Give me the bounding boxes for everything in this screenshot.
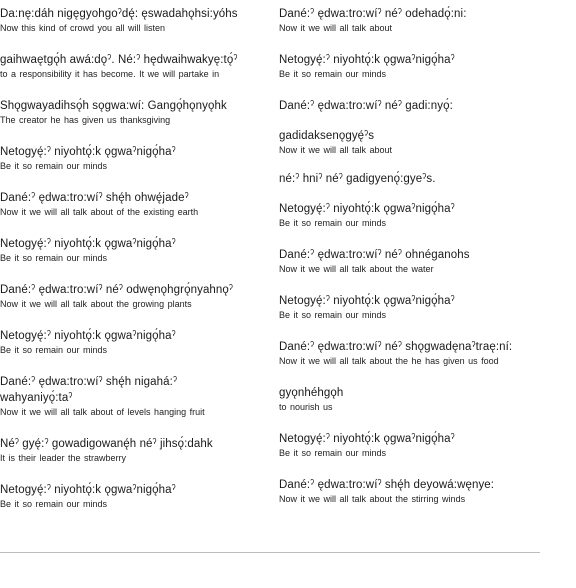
gloss-line: Be it so remain our minds bbox=[0, 253, 108, 263]
language-line: Netogyę́:ˀ niyohtǫ́:k ǫgwaˀnigǫ́haˀ bbox=[279, 295, 455, 307]
language-line: Netogyę́:ˀ niyohtǫ́:k ǫgwaˀnigǫ́haˀ bbox=[0, 330, 176, 342]
gloss-line: Be it so remain our minds bbox=[0, 499, 108, 509]
gloss-line: Now it we will all talk about of the existing earth bbox=[0, 207, 199, 217]
verse-block bbox=[0, 52, 270, 81]
gloss-line: The creator he has given us thanksgiving bbox=[0, 115, 171, 125]
language-line: Néˀ gyę́:ˀ gowadigowanę́h néˀ jihsǫ́:dahk bbox=[0, 438, 213, 450]
language-line: Dané:ˀ ędwa:tro:wíˀ néˀ ohnéganohs bbox=[279, 249, 470, 261]
verse-block bbox=[279, 293, 569, 322]
verse-block bbox=[0, 282, 270, 311]
language-line: Dané:ˀ ędwa:tro:wíˀ shę́h deyowá:węnye: bbox=[279, 479, 495, 491]
language-line: Netogyę́:ˀ niyohtǫ́:k ǫgwaˀnigǫ́haˀ bbox=[279, 54, 455, 66]
language-line: wahyaniyǫ́:taˀ bbox=[0, 392, 73, 404]
verse-block bbox=[0, 190, 270, 219]
gloss-line: Now it we will all talk about the stirring winds bbox=[279, 494, 466, 504]
gloss-line: Now it we will all talk about of levels hanging fruit bbox=[0, 407, 205, 417]
gloss-line: Be it so remain our minds bbox=[279, 310, 387, 320]
gloss-line: Now it we will all talk about the growing plants bbox=[0, 299, 192, 309]
gloss-line: Be it so remain our minds bbox=[279, 218, 387, 228]
language-line: Netogyę́:ˀ niyohtǫ́:k ǫgwaˀnigǫ́haˀ bbox=[0, 484, 176, 496]
verse-block bbox=[279, 431, 569, 460]
gloss-line: Be it so remain our minds bbox=[0, 345, 108, 355]
language-line: gadidaksenǫgyę́ˀs bbox=[279, 130, 375, 142]
language-line: Netogyę́:ˀ niyohtǫ́:k ǫgwaˀnigǫ́haˀ bbox=[279, 433, 455, 445]
gloss-line: It is their leader the strawberry bbox=[0, 453, 127, 463]
language-line: gaihwaętgǫ́h awá:dǫˀ. Né:ˀ hędwaihwakyę:tǫ́ˀ bbox=[0, 54, 238, 66]
verse-block bbox=[0, 482, 270, 511]
gloss-line: to a responsibility it has become. It we will partake in bbox=[0, 69, 220, 79]
language-line: gyǫnhéhgǫh bbox=[279, 387, 344, 399]
gloss-line: Now this kind of crowd you all will listen bbox=[0, 23, 166, 33]
language-line: Da:nę:dáh nigęgyohgoˀdę́: ęswadahǫhsi:yóhs bbox=[0, 8, 238, 20]
verse-block bbox=[279, 201, 569, 230]
verse-block bbox=[0, 144, 270, 173]
language-line: Dané:ˀ ędwa:tro:wíˀ néˀ gadi:nyǫ́: bbox=[279, 100, 453, 112]
verse-block bbox=[279, 247, 569, 276]
language-line: Dané:ˀ ędwa:tro:wíˀ néˀ odehadǫ́:ni: bbox=[279, 8, 467, 20]
gloss-line: Be it so remain our minds bbox=[279, 448, 387, 458]
verse-block bbox=[0, 98, 270, 127]
gloss-line: Now it we will all talk about the water bbox=[279, 264, 434, 274]
verse-block bbox=[279, 171, 569, 187]
verse-block bbox=[0, 436, 270, 465]
gloss-line: Be it so remain our minds bbox=[0, 161, 108, 171]
gloss-line: Now it we will all talk about the he has given us food bbox=[279, 356, 499, 366]
verse-block bbox=[0, 328, 270, 357]
verse-block bbox=[0, 390, 270, 419]
language-line: Netogyę́:ˀ niyohtǫ́:k ǫgwaˀnigǫ́haˀ bbox=[279, 203, 455, 215]
left-column bbox=[0, 6, 270, 511]
verse-block bbox=[279, 128, 569, 157]
right-column bbox=[279, 6, 569, 506]
gloss-line: Now it we will all talk about bbox=[279, 23, 393, 33]
language-line: Netogyę́:ˀ niyohtǫ́:k ǫgwaˀnigǫ́haˀ bbox=[0, 238, 176, 250]
verse-block bbox=[0, 6, 270, 35]
verse-block bbox=[279, 52, 569, 81]
verse-block bbox=[0, 374, 270, 390]
language-line: Dané:ˀ ędwa:tro:wíˀ shę́h ohwę́jadeˀ bbox=[0, 192, 189, 204]
verse-block bbox=[0, 236, 270, 265]
language-line: Dané:ˀ ędwa:tro:wíˀ néˀ shǫgwadęnaˀtraę:ní: bbox=[279, 341, 513, 353]
verse-block bbox=[279, 6, 569, 35]
gloss-line: Be it so remain our minds bbox=[279, 69, 387, 79]
language-line: Dané:ˀ ędwa:tro:wíˀ shę́h nigahá:ˀ bbox=[0, 376, 178, 388]
verse-block bbox=[279, 339, 569, 368]
language-line: Dané:ˀ ędwa:tro:wíˀ néˀ odwęnǫhgrǫ́nyahnǫˀ bbox=[0, 284, 234, 296]
gloss-line: Now it we will all talk about bbox=[279, 145, 393, 155]
verse-block bbox=[279, 385, 569, 414]
language-line: Netogyę́:ˀ niyohtǫ́:k ǫgwaˀnigǫ́haˀ bbox=[0, 146, 176, 158]
verse-block bbox=[279, 98, 569, 114]
language-line: né:ˀ hniˀ néˀ gadigyenǫ́:gyeˀs. bbox=[279, 173, 436, 185]
language-line: Shǫgwayadihsǫ́h sǫgwa:wí: Gangǫ́hǫnyǫhk bbox=[0, 100, 227, 112]
verse-block bbox=[279, 477, 569, 506]
gloss-line: to nourish us bbox=[279, 402, 333, 412]
bottom-rule bbox=[0, 552, 540, 553]
